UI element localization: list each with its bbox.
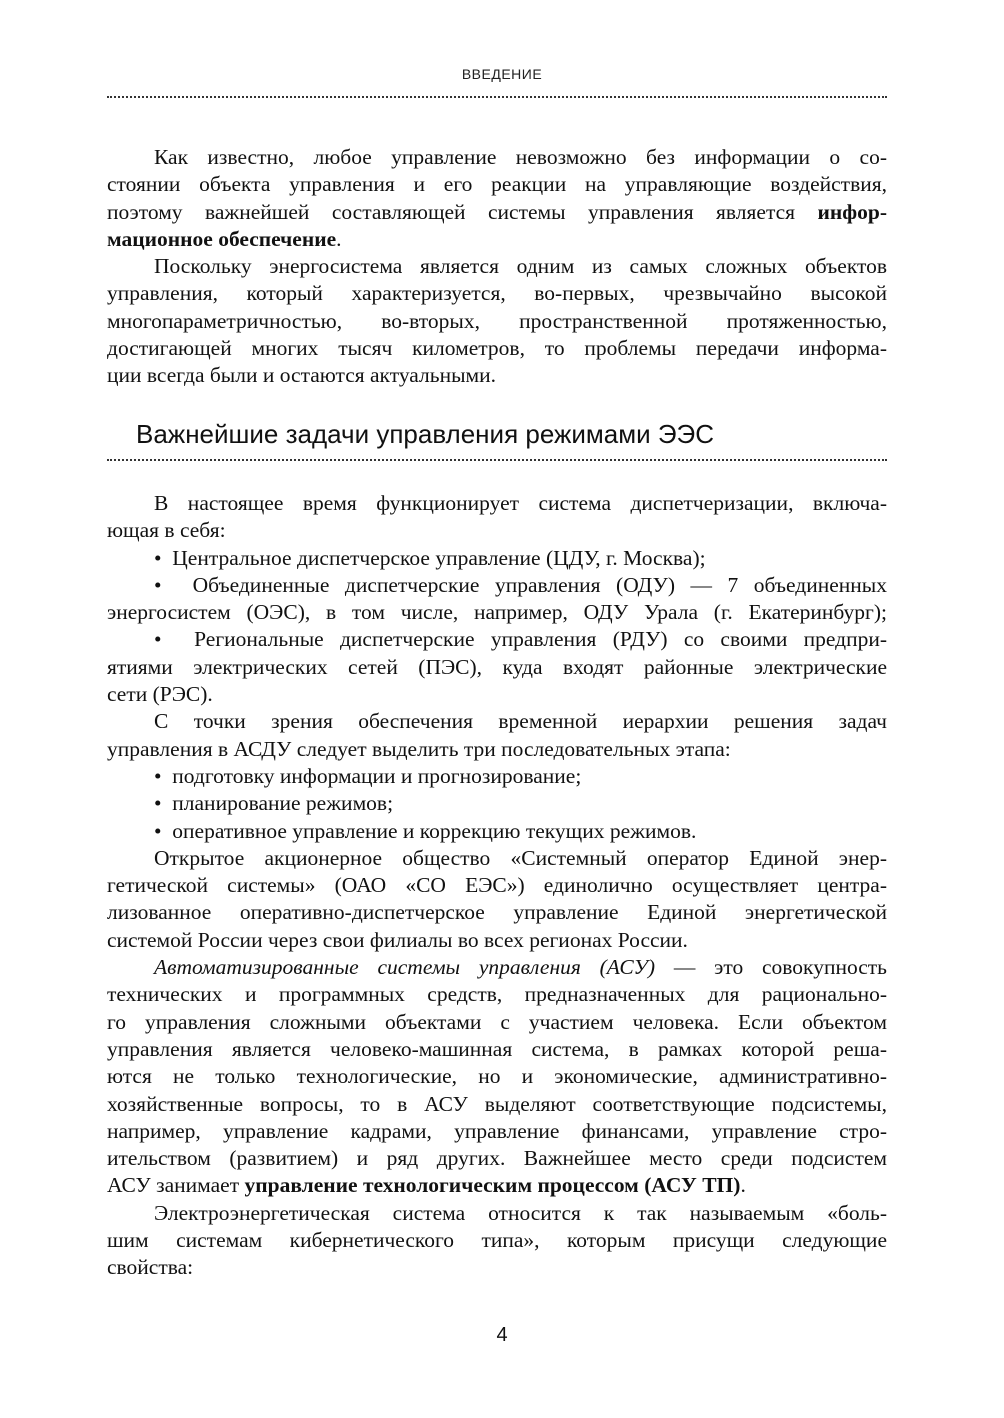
running-head: ВВЕДЕНИЕ — [461, 66, 543, 82]
text-line: например, управление кадрами, управление финансами, управление стро- — [107, 1118, 887, 1143]
text-line: свойства: — [107, 1255, 194, 1280]
bullet: • — [154, 545, 162, 570]
text-line: ции всегда были и остаются актуальными. — [107, 363, 497, 388]
text-span: поэтому важнейшей составляющей системы управления является — [107, 199, 818, 224]
text-span: АСУ занимает — [107, 1173, 245, 1198]
section-heading: Важнейшие задачи управления режимами ЭЭС — [136, 419, 715, 449]
list-item-text: подготовку информации и прогнозирование; — [172, 763, 582, 788]
text-span: . — [336, 226, 342, 251]
text-line: энергосистем (ОЭС), в том числе, например, ОДУ Урала (г. Екатеринбург); — [107, 600, 887, 625]
list-item — [107, 763, 887, 790]
bold-term: инфор- — [817, 199, 887, 224]
italic-term: Автоматизированные системы управления (АСУ) — [154, 955, 656, 980]
text-line: технических и программных средств, предназначенных для рационально- — [107, 982, 887, 1007]
text-span: . — [740, 1173, 746, 1198]
list-item-text: оперативное управление и коррекцию текущих режимов. — [172, 818, 697, 843]
text-line: многопараметричностью, во-вторых, пространственной протяженностью, — [107, 308, 887, 333]
text-line: ющая в себя: — [107, 518, 226, 543]
list-item-text: Объединенные диспетчерские управления (ОДУ) — 7 объединенных — [192, 572, 888, 597]
list-item — [107, 545, 887, 572]
list-item — [107, 572, 887, 599]
intro-text — [107, 144, 887, 390]
list-item-text: планирование режимов; — [172, 791, 394, 816]
text-line — [107, 1172, 887, 1199]
text-line: Как известно, любое управление невозможно без информации о со- — [154, 145, 887, 169]
text-line: С точки зрения обеспечения временной иерархии решения задач — [154, 709, 887, 734]
list-item-text: Региональные диспетчерские управления (РДУ) со своими предпри- — [194, 627, 887, 652]
text-line — [107, 954, 887, 981]
text-line: Открытое акционерное общество «Системный оператор Единой энер- — [154, 845, 887, 870]
text-line: Электроэнергетическая система относится к так называемым «боль- — [154, 1200, 887, 1225]
text-line: гетической системы» (ОАО «СО ЕЭС») единолично осуществляет центра- — [107, 873, 887, 898]
bullet: • — [154, 818, 162, 843]
text-line: го управления сложными объектами с участием человека. Если объектом — [107, 1009, 887, 1034]
bold-term: мационное обеспечение — [107, 226, 337, 251]
text-line: управления, который характеризуется, во-первых, чрезвычайно высокой — [107, 281, 887, 306]
bullet: • — [154, 791, 162, 816]
text-line: В настоящее время функционирует система диспетчеризации, включа- — [154, 491, 887, 515]
text-line: Поскольку энергосистема является одним из самых сложных объектов — [154, 254, 887, 279]
text-line: управления является человеко-машинная система, в рамках которой реша- — [107, 1036, 887, 1061]
page-number: 4 — [496, 1324, 508, 1346]
text-line: сети (РЭС). — [107, 682, 213, 707]
list-item-text: Центральное диспетчерское управление (ЦДУ, г. Москва); — [172, 545, 706, 570]
text-span: — это совокупность — [655, 955, 887, 980]
text-line: хозяйственные вопросы, то в АСУ выделяют соответствующие подсистемы, — [107, 1091, 887, 1116]
text-line — [107, 199, 887, 226]
list-item — [107, 818, 887, 845]
bullet: • — [154, 572, 162, 597]
header-divider — [107, 96, 887, 98]
text-line — [107, 226, 887, 253]
bullet: • — [154, 627, 162, 652]
text-line: ются не только технологические, но и экономические, административно- — [107, 1064, 887, 1089]
text-line: управления в АСДУ следует выделить три последовательных этапа: — [107, 736, 731, 761]
text-line: достигающей многих тысяч километров, то проблемы передачи информа- — [107, 336, 887, 361]
section-text — [107, 490, 887, 1282]
text-line: ятиями электрических сетей (ПЭС), куда входят районные электрические — [107, 654, 887, 679]
text-line: системой России через свои филиалы во всех регионах России. — [107, 927, 688, 952]
text-line: шим системам кибернетического типа», которым присущи следующие — [107, 1228, 887, 1253]
list-item — [107, 626, 887, 653]
list-item — [107, 790, 887, 817]
bold-term: управление технологическим процессом (АСУ ТП) — [244, 1173, 741, 1198]
bullet: • — [154, 763, 162, 788]
text-line: ительством (развитием) и ряд других. Важнейшее место среди подсистем — [107, 1146, 887, 1171]
heading-divider — [107, 459, 887, 461]
text-line: лизованное оперативно-диспетчерское управление Единой энергетической — [107, 900, 887, 925]
text-line: стоянии объекта управления и его реакции на управляющие воздействия, — [107, 172, 887, 197]
